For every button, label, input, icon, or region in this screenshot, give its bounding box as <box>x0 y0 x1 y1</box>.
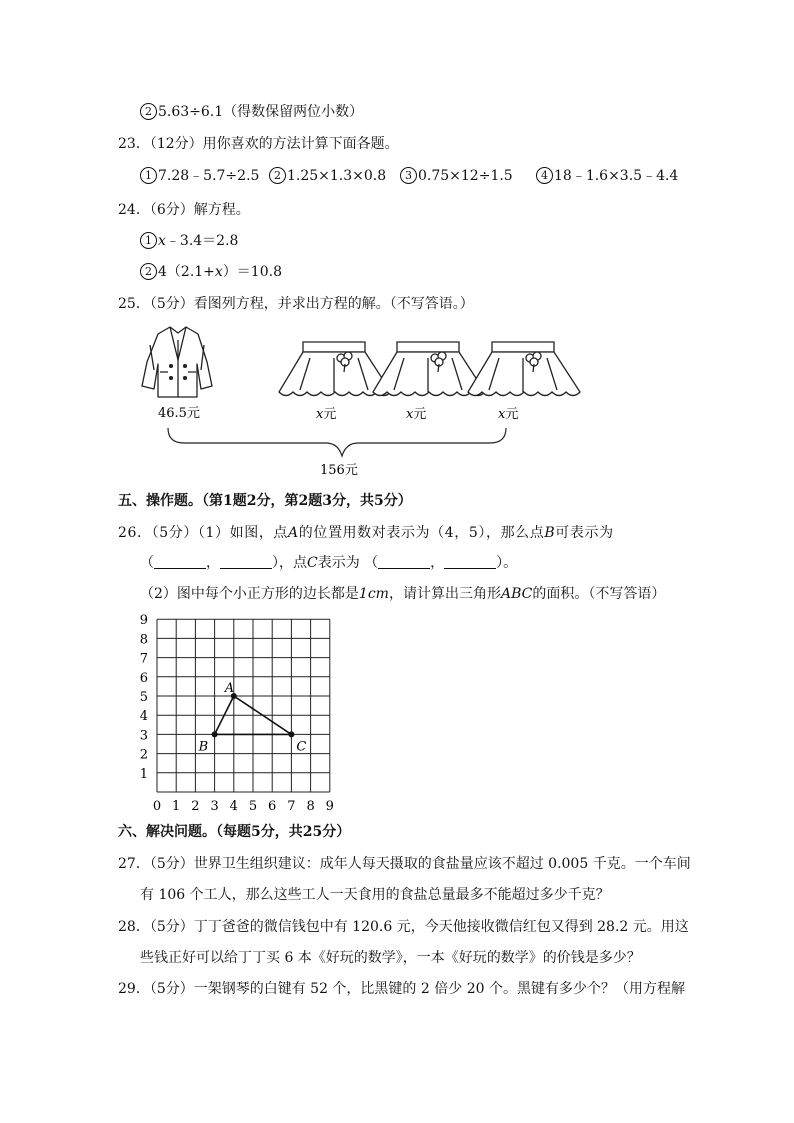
section-6-title: 六、解决问题。（每题5分，共25分） <box>118 824 351 840</box>
y-tick-label: 2 <box>139 747 148 763</box>
q24-equation-1: 1 x﹣3.4＝2.8 <box>140 231 238 251</box>
x-tick-label: 7 <box>287 799 296 814</box>
x-tick-label: 6 <box>268 799 277 814</box>
y-tick-label: 3 <box>139 728 148 744</box>
x-tick-label: 4 <box>229 799 238 814</box>
section-5-title: 五、操作题。（第1题2分，第2题3分，共5分） <box>118 493 412 509</box>
q23-item: 3 0.75×12÷1.5 <box>400 166 536 186</box>
x-tick-label: 5 <box>248 799 258 814</box>
point-label-b: B <box>198 739 209 755</box>
x-tick-label: 1 <box>172 799 181 814</box>
q23-item: 1 7.28﹣5.7÷2.5 <box>140 166 269 186</box>
q28-line-1: 28．（5分）丁丁爸爸的微信钱包中有 120.6 元，今天他接收微信红包又得到 28.2 元。用这 <box>118 919 689 935</box>
q28-line-2: 些钱正好可以给丁丁买 6 本《好玩的数学》，一本《好玩的数学》的价钱是多少？ <box>140 950 641 966</box>
q29-line-1: 29．（5分）一架钢琴的白键有 52 个，比黑键的 2 倍少 20 个。黑键有多少个？（用方程解 <box>118 981 685 997</box>
skirt-price-label: x元 <box>316 407 337 422</box>
y-tick-label: 9 <box>139 613 148 629</box>
point-b <box>212 731 218 737</box>
y-tick-label: 8 <box>139 632 148 648</box>
x-tick-label: 3 <box>210 799 219 814</box>
q25-heading: 25．（5分）看图列方程，并求出方程的解。（不写答语。） <box>118 296 474 312</box>
q23-heading: 23．（12分）用你喜欢的方法计算下面各题。 <box>118 136 399 152</box>
q22-item-2: 2 5.63÷6.1（得数保留两位小数） <box>140 102 363 122</box>
y-tick-label: 4 <box>139 709 148 725</box>
x-tick-label: 0 <box>152 799 162 814</box>
q26-line-2: （ ， ），点C表示为 （ ， ）。 <box>140 555 518 571</box>
q23-item: 4 18﹣1.6×3.5﹣4.4 <box>536 166 678 186</box>
x-tick-label: 2 <box>191 799 200 814</box>
q27-line-1: 27．（5分）世界卫生组织建议：成年人每天摄取的食盐量应该不超过 0.005 千克。一个车间 <box>118 856 691 872</box>
y-tick-label: 1 <box>139 766 148 782</box>
skirt-price-label: x元 <box>406 407 427 422</box>
y-tick-label: 5 <box>139 690 148 705</box>
q26-line-3: （2）图中每个小正方形的边长都是1cm，请计算出三角形ABC的面积。（不写答语） <box>140 586 666 602</box>
total-price: 156元 <box>320 463 358 478</box>
x-tick-label: 9 <box>325 799 334 814</box>
q24-heading: 24．（6分）解方程。 <box>118 202 250 218</box>
q26-line-1: 26．（5分）（1）如图，点A的位置用数对表示为（4，5），那么点B可表示为 <box>118 525 614 541</box>
skirt-price-label: x元 <box>498 407 519 422</box>
y-tick-label: 7 <box>139 651 148 667</box>
point-label-a: A <box>224 681 235 696</box>
point-label-c: C <box>296 739 307 755</box>
coat-price: 46.5元 <box>158 406 200 421</box>
circled-number: 2 <box>140 103 157 120</box>
q24-equation-2: 2 4（2.1+x）＝10.8 <box>140 262 282 282</box>
q23-item: 2 1.25×1.3×0.8 <box>269 166 400 186</box>
q27-line-2: 有 106 个工人，那么这些工人一天食用的食盐总量最多不能超过多少千克？ <box>140 887 610 903</box>
x-tick-label: 8 <box>306 799 315 814</box>
point-c <box>288 731 294 737</box>
y-tick-label: 6 <box>139 670 148 686</box>
